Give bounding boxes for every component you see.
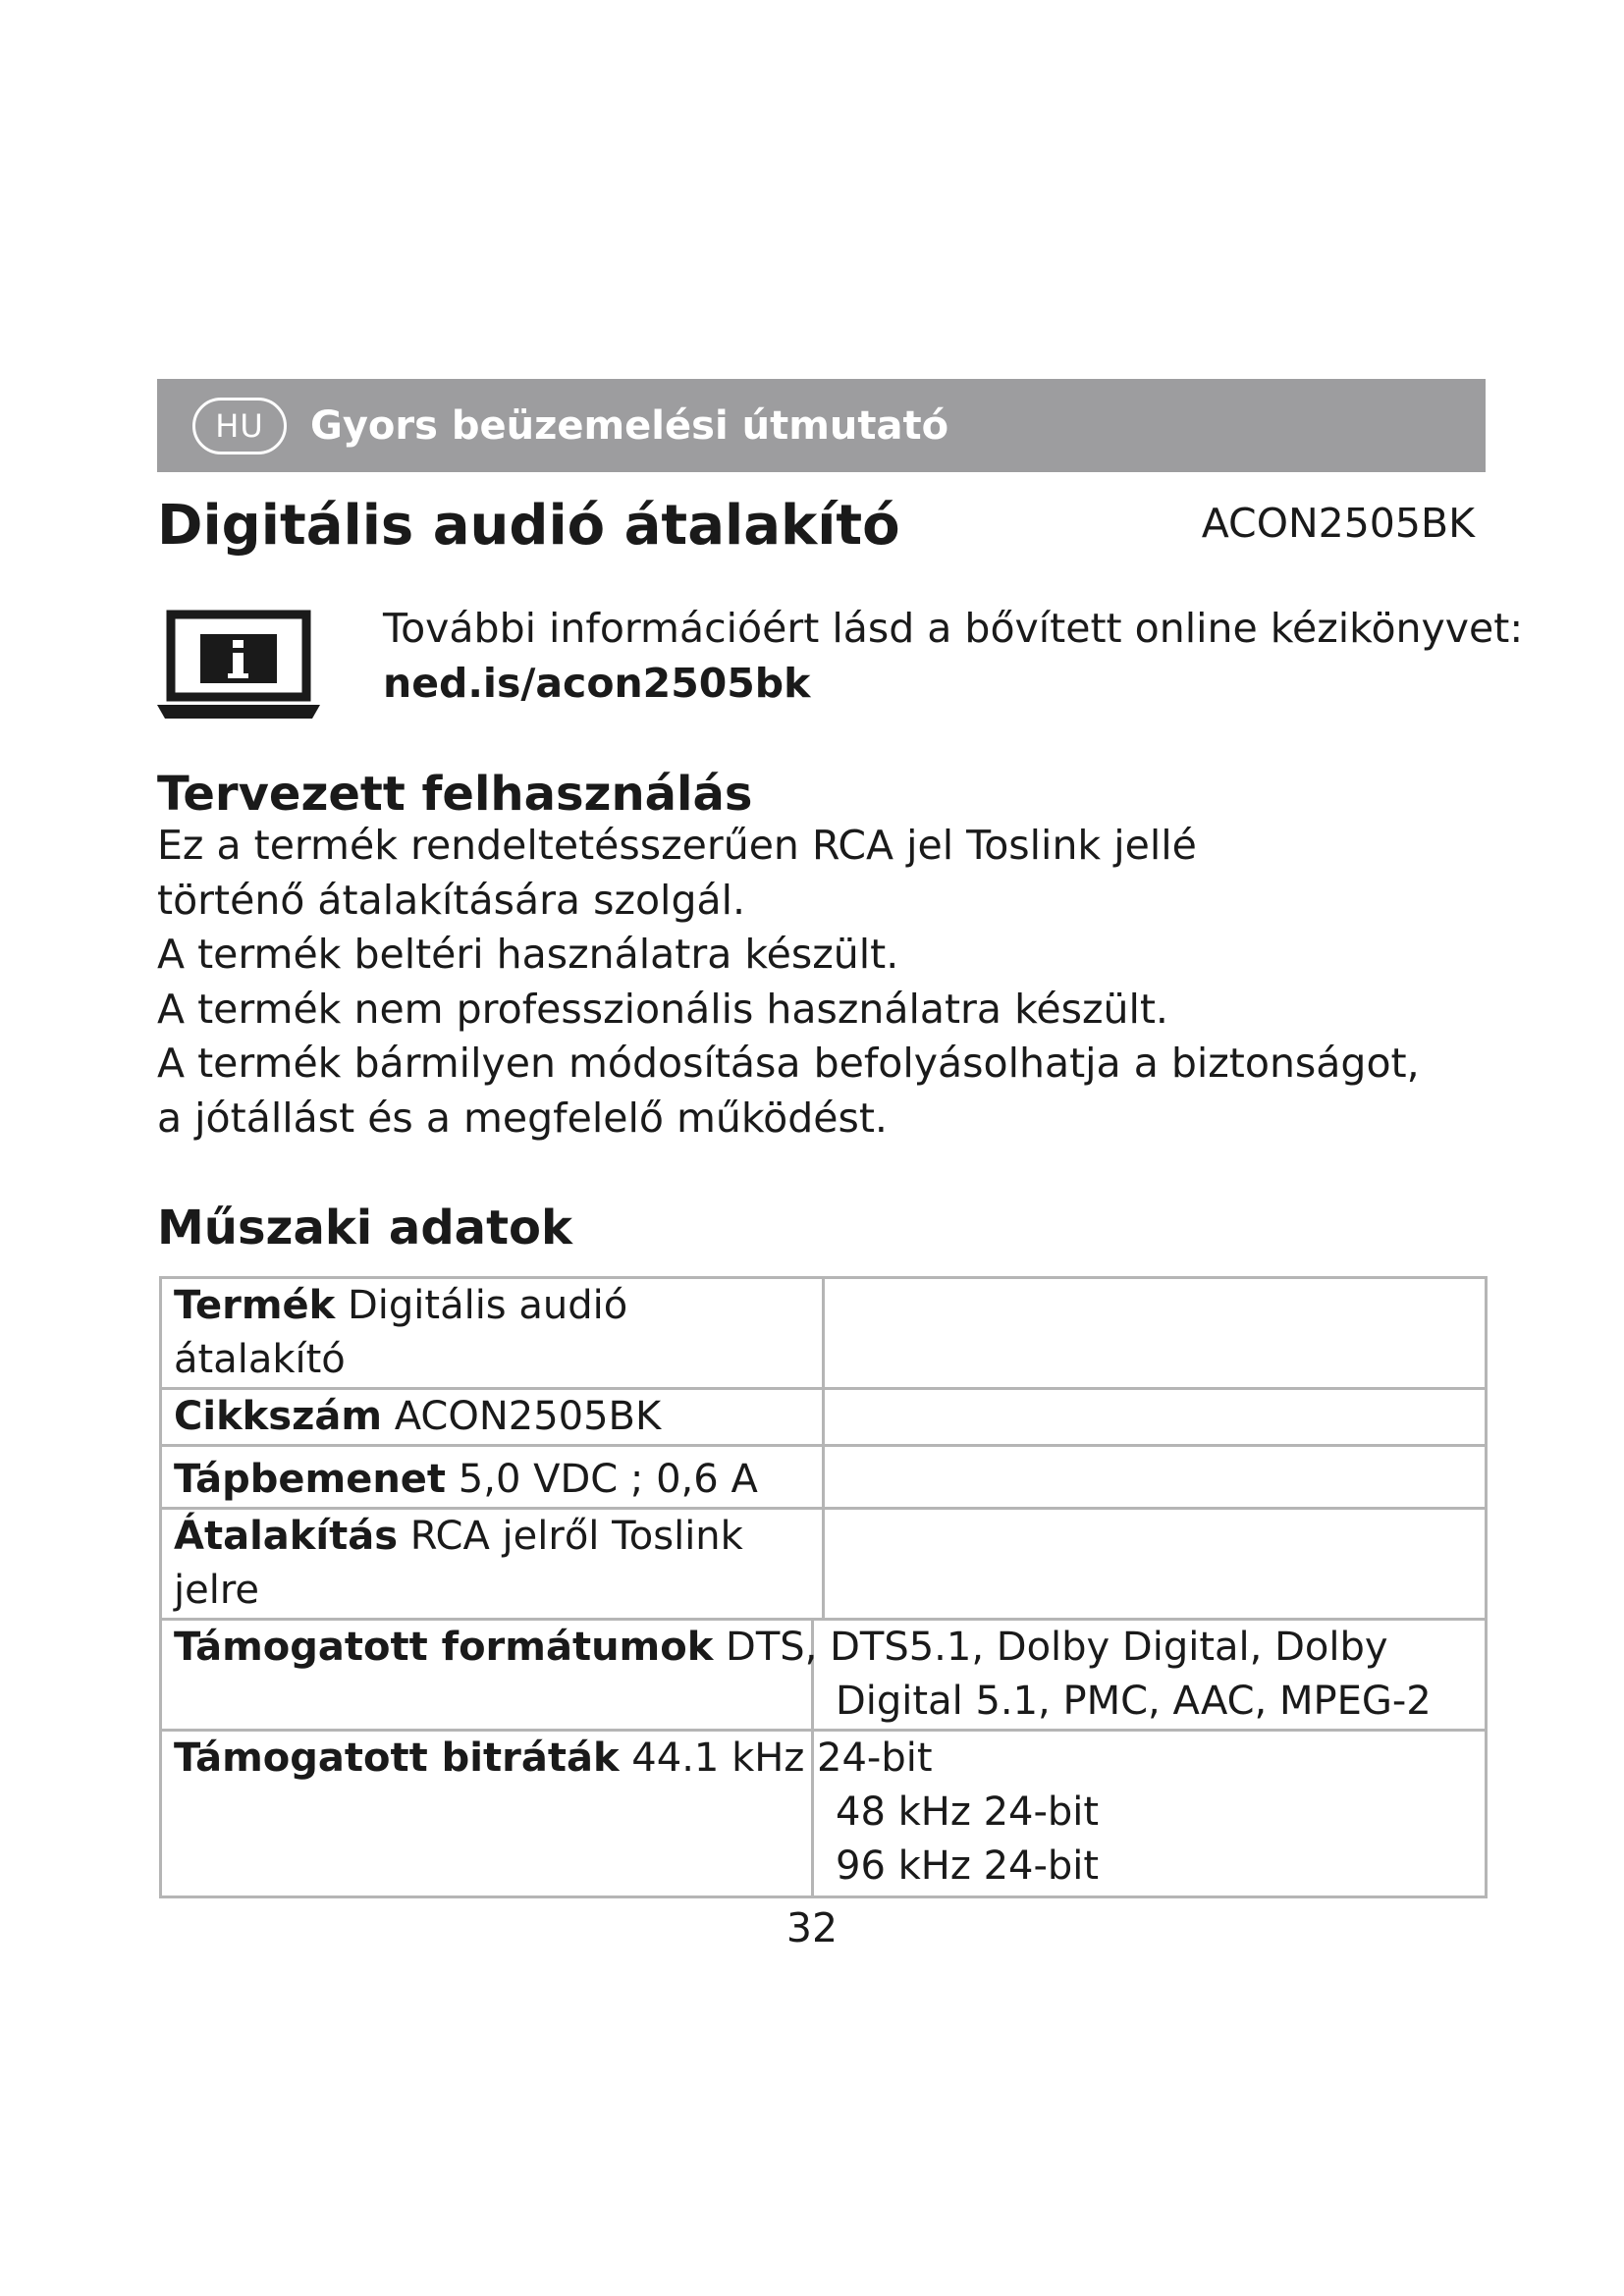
spec-cell (161, 1389, 824, 1446)
spec-cell (161, 1620, 1487, 1731)
spec-cell (161, 1446, 824, 1509)
table-row (161, 1446, 1487, 1509)
info-text: További információért lásd a bővített online kézikönyvet: (383, 605, 1524, 652)
spec-empty-cell (824, 1446, 1487, 1509)
language-badge: HU (192, 398, 287, 454)
spec-empty-cell (824, 1509, 1487, 1620)
banner-title: Gyors beüzemelési útmutató (310, 402, 949, 449)
table-row (161, 1509, 1487, 1620)
model-code: ACON2505BK (1201, 500, 1475, 547)
spec-cell (161, 1278, 824, 1389)
spec-value: 5,0 VDC ; 0,6 A (458, 1457, 758, 1502)
spec-value: DTS, DTS5.1, Dolby Digital, Dolby (726, 1625, 1388, 1670)
table-row (161, 1731, 1487, 1897)
page-number: 32 (785, 1904, 839, 1951)
table-row (161, 1389, 1487, 1446)
document-title: Digitális audió átalakító (157, 494, 900, 558)
info-text-block (383, 601, 1523, 711)
spec-label: Cikkszám (174, 1394, 383, 1439)
spec-label: Átalakítás (174, 1514, 399, 1559)
intended-use-paragraph: A termék beltéri használatra készült. (157, 931, 899, 978)
spec-value: ACON2505BK (394, 1394, 662, 1439)
header-banner (157, 379, 1486, 472)
spec-empty-cell (824, 1389, 1487, 1446)
spec-value: Digitális audió átalakító (174, 1283, 628, 1382)
laptop-info-icon (157, 609, 320, 722)
spec-label: Termék (174, 1283, 336, 1328)
spec-value: 44.1 kHz 24-bit (631, 1735, 933, 1781)
intended-use-paragraph: Ez a termék rendeltetésszerűen RCA jel Toslink jellé történő átalakítására szolgál. (157, 822, 1197, 924)
spec-label: Támogatott formátumok (174, 1625, 714, 1670)
spec-cell (161, 1509, 824, 1620)
specs-heading: Műszaki adatok (157, 1201, 572, 1255)
spec-empty-cell (824, 1278, 1487, 1389)
spec-value-continuation: 96 kHz 24-bit (836, 1843, 1100, 1889)
intended-use-paragraph: A termék bármilyen módosítása befolyásolhatja a biztonságot, a jótállást és a megfelelő működést. (157, 1040, 1420, 1142)
intended-use-heading: Tervezett felhasználás (157, 767, 753, 822)
intended-use-body (157, 819, 1512, 1146)
spec-label: Támogatott bitráták (174, 1735, 620, 1781)
online-manual-link[interactable]: ned.is/acon2505bk (383, 660, 811, 707)
spec-value-continuation: 48 kHz 24-bit (836, 1789, 1100, 1835)
spec-label: Tápbemenet (174, 1457, 447, 1502)
spec-value-continuation: Digital 5.1, PMC, AAC, MPEG-2 (836, 1679, 1432, 1724)
table-row (161, 1620, 1487, 1731)
intended-use-paragraph: A termék nem professzionális használatra készült. (157, 985, 1168, 1033)
spec-value: RCA jelről Toslink jelre (174, 1514, 743, 1613)
table-row (161, 1278, 1487, 1389)
specs-table (159, 1276, 1488, 1898)
spec-cell (161, 1731, 1487, 1897)
